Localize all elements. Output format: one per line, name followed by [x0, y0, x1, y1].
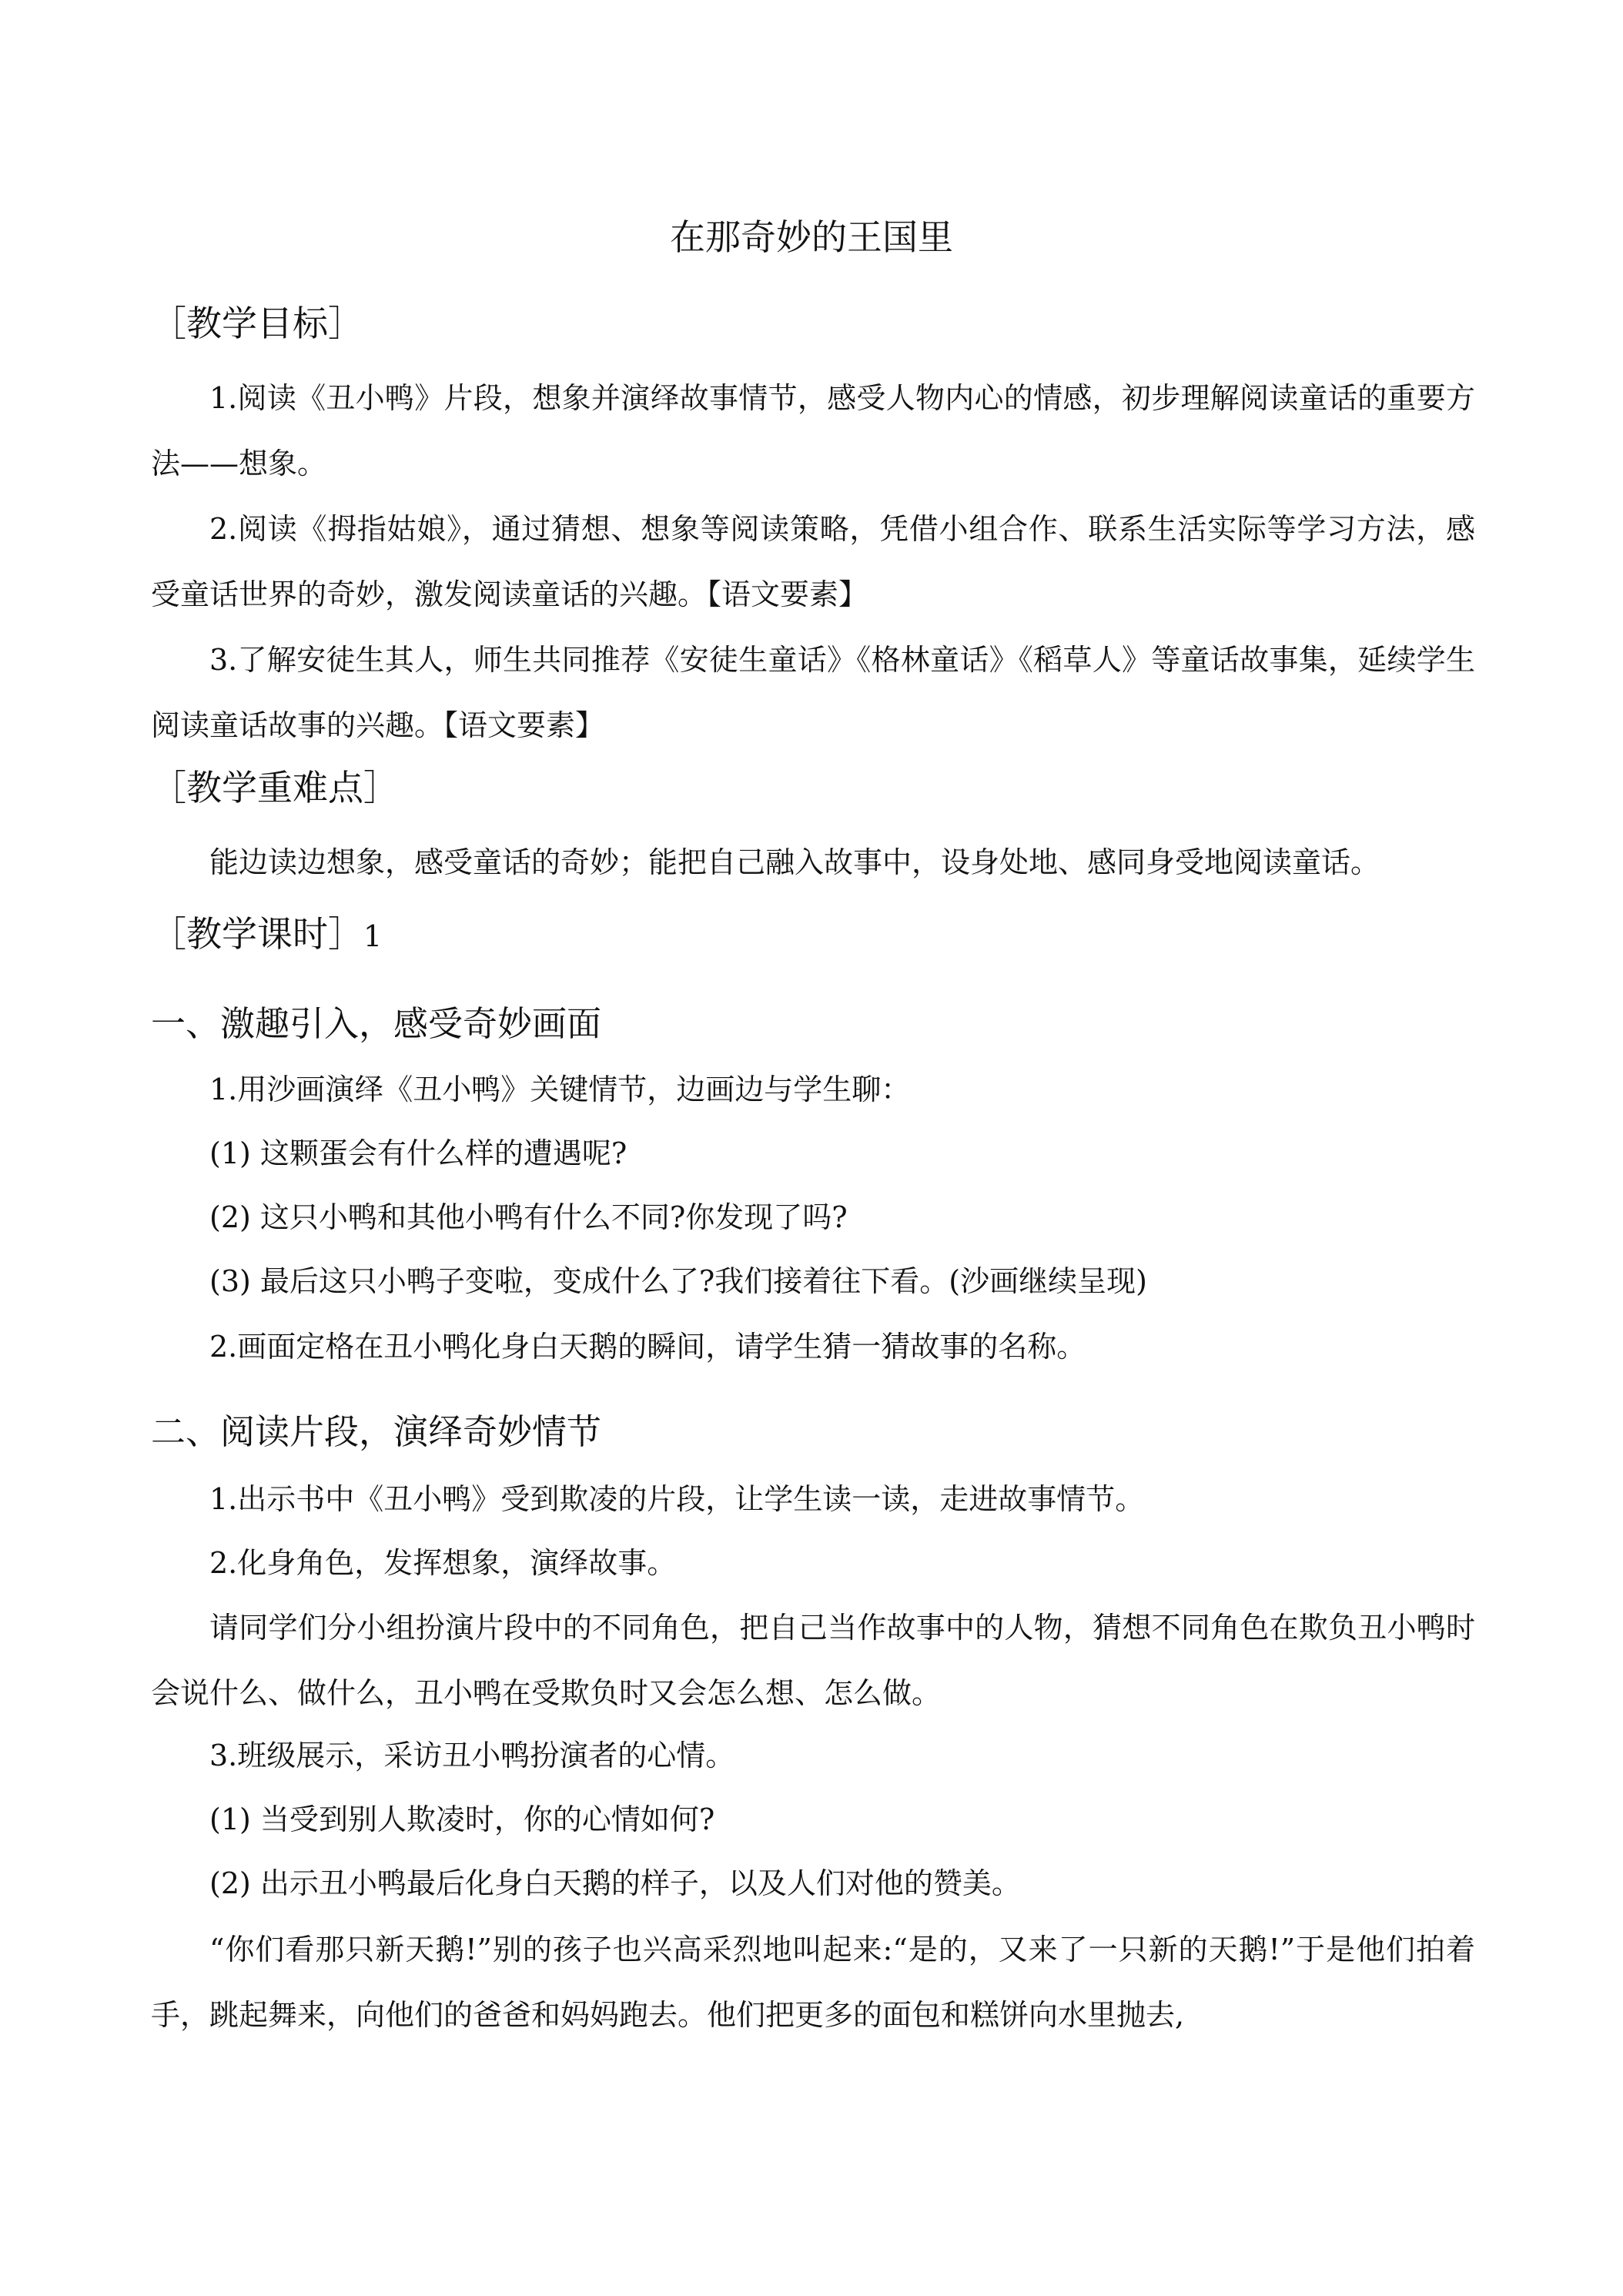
- document-title: 在那奇妙的王国里: [670, 216, 953, 258]
- objective-item-1: 1.阅读《丑小鸭》片段，想象并演绎故事情节，感受人物内心的情感，初步理解阅读童话的重要方法——想象。: [151, 381, 1475, 480]
- objective-item-3: 3.了解安徒生其人，师生共同推荐《安徒生童话》《格林童话》《稻草人》等童话故事集，延续学生阅读童话故事的兴趣。【语文要素】: [151, 643, 1475, 742]
- part2-line: 3.班级展示，采访丑小鸭扮演者的心情。: [209, 1739, 735, 1772]
- part2-line: 1.出示书中《丑小鸭》受到欺凌的片段，让学生读一读，走进故事情节。: [209, 1482, 1145, 1516]
- objectives-heading: ［教学目标］: [151, 303, 363, 344]
- part1-line: (1) 这颗蛋会有什么样的遭遇呢?: [209, 1136, 627, 1170]
- key-points-heading: ［教学重难点］: [151, 767, 399, 808]
- part2-paragraph: 请同学们分小组扮演片段中的不同角色，把自己当作故事中的人物，猜想不同角色在欺负丑小鸭时会说什么、做什么，丑小鸭在受欺负时又会怎么想、怎么做。: [151, 1611, 1475, 1710]
- part2-line: (1) 当受到别人欺凌时，你的心情如何?: [209, 1802, 715, 1836]
- part1-line: 1.用沙画演绎《丑小鸭》关键情节，边画边与学生聊：: [209, 1073, 911, 1106]
- part2-quote: “你们看那只新天鹅!”别的孩子也兴高采烈地叫起来:“是的，又来了一只新的天鹅!”于是他们拍着手，跳起舞来，向他们的爸爸和妈妈跑去。他们把更多的面包和糕饼向水里抛去,: [151, 1933, 1475, 2032]
- part2-line: 2.化身角色，发挥想象，演绎故事。: [209, 1546, 677, 1580]
- part2-line: (2) 出示丑小鸭最后化身白天鹅的样子，以及人们对他的赞美。: [209, 1866, 1021, 1900]
- part1-line: (3) 最后这只小鸭子变啦，变成什么了?我们接着往下看。(沙画继续呈现): [209, 1264, 1147, 1298]
- part1-line: (2) 这只小鸭和其他小鸭有什么不同?你发现了吗?: [209, 1200, 848, 1234]
- key-points-text: 能边读边想象，感受童话的奇妙；能把自己融入故事中，设身处地、感同身受地阅读童话。: [209, 845, 1380, 879]
- hours-value: 1: [363, 919, 383, 953]
- hours-heading: ［教学课时］: [151, 913, 363, 955]
- objective-item-2: 2.阅读《拇指姑娘》，通过猜想、想象等阅读策略，凭借小组合作、联系生活实际等学习方法，感受童话世界的奇妙，激发阅读童话的兴趣。【语文要素】: [151, 512, 1475, 611]
- part1-heading: 一、激趣引入，感受奇妙画面: [151, 1003, 602, 1044]
- hours-row: [151, 911, 382, 957]
- part2-heading: 二、阅读片段，演绎奇妙情节: [151, 1411, 602, 1452]
- part1-line: 2.画面定格在丑小鸭化身白天鹅的瞬间，请学生猜一猜故事的名称。: [209, 1330, 1086, 1364]
